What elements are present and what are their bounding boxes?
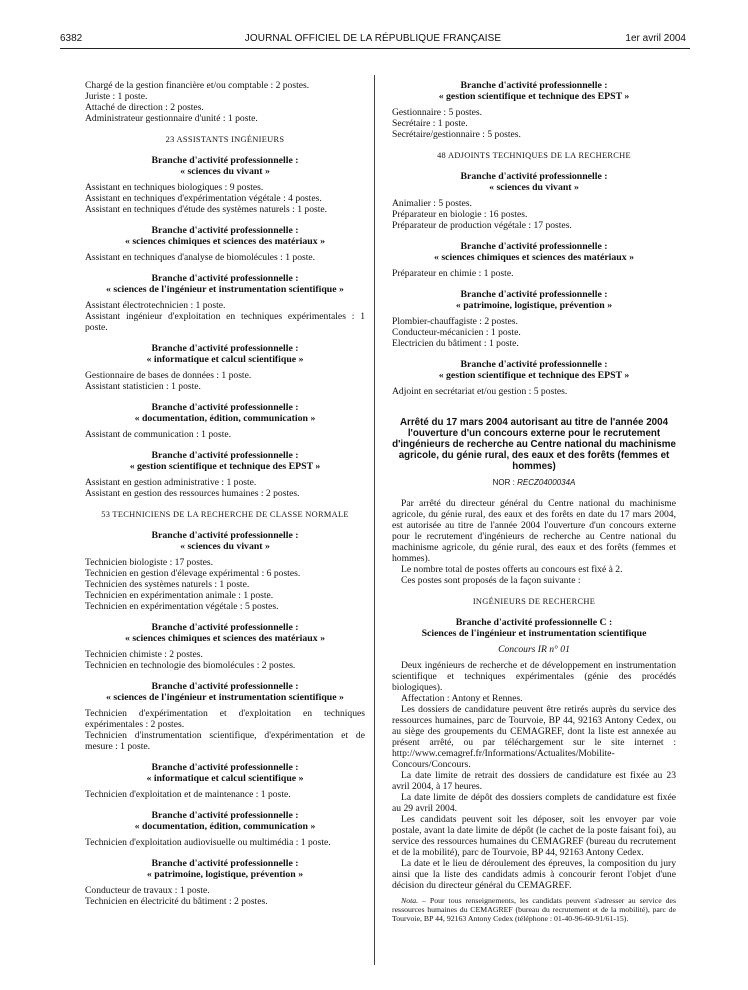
branch-subtitle: « sciences du vivant » [180,166,270,177]
post-line: Electricien du bâtiment : 1 poste. [392,338,519,349]
branch-title: Branche d'activité professionnelle : [460,359,608,370]
branch-subtitle: « sciences chimiques et sciences des matériaux » [434,252,634,263]
branch-title: Branche d'activité professionnelle : [151,762,299,773]
post-line: Assistant en gestion des ressources humaines : 2 postes. [85,488,300,499]
post-line: Technicien chimiste : 2 postes. [85,649,203,660]
branch-title: Branche d'activité professionnelle : [151,450,299,461]
branch-subtitle: « documentation, édition, communication » [134,821,316,832]
post-line: Adjoint en secrétariat et/ou gestion : 5 postes. [392,386,568,397]
post-line: Préparateur en chimie : 1 poste. [392,268,514,279]
post-line: Préparateur de production végétale : 17 postes. [392,220,572,231]
nor-reference [392,477,676,488]
post-line: Assistant statisticien : 1 poste. [85,381,201,392]
issue-date: 1er avril 2004 [625,33,686,44]
branch-subtitle: « sciences du vivant » [489,182,579,193]
branch-title: Branche d'activité professionnelle : [151,858,299,869]
post-line: Technicien biologiste : 17 postes. [85,557,214,568]
branch-subtitle: « gestion scientifique et technique des EPST » [129,461,321,472]
post-line: Technicien en gestion d'élevage expérimental : 6 postes. [85,568,301,579]
post-line: Assistant en techniques d'expérimentation végétale : 4 postes. [85,193,322,204]
post-line: Administrateur gestionnaire d'unité : 1 poste. [85,113,258,124]
branch-title: Branche d'activité professionnelle : [151,225,299,236]
post-line: Gestionnaire de bases de données : 1 poste. [85,370,252,381]
branch-subtitle: « sciences chimiques et sciences des matériaux » [125,633,325,644]
nor-label: NOR : [492,478,515,487]
post-line: Assistant en gestion administrative : 1 poste. [85,477,257,488]
decree-title: Arrêté du 17 mars 2004 autorisant au titre de l'année 2004 l'ouverture d'un concours externe pour le recrutement d'ingénieurs de recherche au Centre national du machinisme agricole, du génie rural, des eaux et des forêts (femmes et hommes) [392,417,676,472]
post-line: Assistant en techniques d'étude des systèmes naturels : 1 poste. [85,204,328,215]
branch-title: Branche d'activité professionnelle : [151,273,299,284]
branch-title: Branche d'activité professionnelle : [460,289,608,300]
branch-subtitle: « sciences de l'ingénieur et instrumentation scientifique » [106,692,344,703]
post-line: Technicien en électricité du bâtiment : 2 postes. [85,896,268,907]
post-line: Conducteur-mécanicien : 1 poste. [392,327,521,338]
post-line: Chargé de la gestion financière et/ou comptable : 2 postes. [85,80,310,91]
nota-note [392,896,676,923]
branch-subtitle: « patrimoine, logistique, prévention » [455,300,613,311]
post-line: Secrétaire/gestionnaire : 5 postes. [392,129,521,140]
post-line: Attaché de direction : 2 postes. [85,102,204,113]
branch-title: Branche d'activité professionnelle : [151,681,299,692]
post-line: Secrétaire : 1 poste. [392,118,468,129]
post-line: Technicien en expérimentation végétale : 5 postes. [85,601,279,612]
post-line: Assistant ingénieur d'exploitation en techniques expérimentales : 1 poste. [85,311,365,333]
category-heading: 23 ASSISTANTS INGÉNIEURS [165,135,285,144]
post-line: Technicien d'expérimentation et d'exploitation en techniques expérimentales : 2 postes. [85,708,365,730]
branch-title: Branche d'activité professionnelle : [151,402,299,413]
branch-subtitle: « sciences de l'ingénieur et instrumentation scientifique » [106,284,344,295]
nota-label: Nota. [401,896,419,905]
journal-title: JOURNAL OFFICIEL DE LA RÉPUBLIQUE FRANÇAISE [244,33,502,44]
post-line: Gestionnaire : 5 postes. [392,107,483,118]
branch-subtitle: Sciences de l'ingénieur et instrumentation scientifique [421,628,647,639]
left-column [85,80,365,907]
branch-subtitle: « gestion scientifique et technique des EPST » [438,91,630,102]
post-line: Plombier-chauffagiste : 2 postes. [392,316,518,327]
branch-title: Branche d'activité professionnelle : [151,155,299,166]
category-heading: 48 ADJOINTS TECHNIQUES DE LA RECHERCHE [437,151,631,160]
branch-title: Branche d'activité professionnelle : [151,810,299,821]
post-line: Animalier : 5 postes. [392,198,472,209]
body-paragraph: Les candidats peuvent soit les déposer, soit les envoyer par voie postale, avant la date limite de dépôt (le cachet de la poste faisant foi), au service des ressources humaines du CEMAGREF (bureau du recrutement et de la mobilité), parc de Tourvoie, BP 44, 92163 Antony Cedex. [392,814,676,858]
post-line: Technicien d'exploitation audiovisuelle ou multimédia : 1 poste. [85,837,331,848]
branch-title: Branche d'activité professionnelle : [460,171,608,182]
post-line: Conducteur de travaux : 1 poste. [85,885,210,896]
post-line: Technicien des systèmes naturels : 1 poste. [85,579,250,590]
post-line: Assistant en techniques biologiques : 9 postes. [85,182,264,193]
right-column [392,80,676,923]
category-heading: INGÉNIEURS DE RECHERCHE [472,597,596,606]
body-paragraph: Affectation : Antony et Rennes. [401,693,523,704]
branch-title: Branche d'activité professionnelle C : [455,617,613,628]
nota-text: – Pour tous renseignements, les candidats peuvent s'adresser au service des ressources humaines du CEMAGREF (bureau du recrutement et de la mobilité), parc de Tourvoie, BP 44, 92163 Antony Cedex (téléphone : 01-40-96-60-91/61-15). [392,896,676,923]
post-line: Technicien en technologie des biomolécules : 2 postes. [85,660,296,671]
branch-title: Branche d'activité professionnelle : [151,530,299,541]
post-line: Technicien d'exploitation et de maintenance : 1 poste. [85,789,291,800]
post-line: Technicien en expérimentation animale : 1 poste. [85,590,274,601]
body-paragraph: Le nombre total de postes offerts au concours est fixé à 2. [401,564,623,575]
branch-subtitle: « patrimoine, logistique, prévention » [146,869,304,880]
category-heading: 53 TECHNICIENS DE LA RECHERCHE DE CLASSE NORMALE [101,510,349,519]
body-paragraph: La date limite de retrait des dossiers de candidature est fixée au 23 avril 2004, à 17 heures. [392,770,676,792]
branch-subtitle: « gestion scientifique et technique des EPST » [438,370,630,381]
branch-title: Branche d'activité professionnelle : [460,241,608,252]
branch-title: Branche d'activité professionnelle : [151,622,299,633]
branch-subtitle: « sciences du vivant » [180,541,270,552]
post-line: Assistant de communication : 1 poste. [85,429,232,440]
branch-title: Branche d'activité professionnelle : [460,80,608,91]
nor-code: RECZ0400034A [517,478,576,487]
branch-subtitle: « documentation, édition, communication » [134,413,316,424]
post-line: Technicien d'instrumentation scientifique, d'expérimentation et de mesure : 1 poste. [85,730,365,752]
body-paragraph: Les dossiers de candidature peuvent être retirés auprès du service des ressources humaines, parc de Tourvoie, BP 44, 92163 Antony Cedex, ou au siège des groupements du CEMAGREF, dont la liste est annexée au présent arrêté, ou par téléchargement sur le site internet : http://www.cemagref.fr/Informations/Actualites/Mobilite-Concours/Concours. [392,704,676,770]
branch-title: Branche d'activité professionnelle : [151,343,299,354]
post-line: Préparateur en biologie : 16 postes. [392,209,528,220]
page-number: 6382 [60,33,83,44]
branch-subtitle: « informatique et calcul scientifique » [146,773,304,784]
body-paragraph: La date limite de dépôt des dossiers complets de candidature est fixée au 29 avril 2004. [392,792,676,814]
body-paragraph: Par arrêté du directeur général du Centre national du machinisme agricole, du génie rural, des eaux et des forêts en date du 17 mars 2004, est autorisée au titre de l'année 2004 l'ouverture d'un concours externe pour le recrutement d'ingénieurs de recherche au Centre national du machinisme agricole, du génie rural, des eaux et des forêts (femmes et hommes). [392,498,676,564]
body-paragraph: Deux ingénieurs de recherche et de développement en instrumentation scientifique et techniques expérimentales (génie des procédés biologiques). [392,660,676,693]
post-line: Juriste : 1 poste. [85,91,148,102]
branch-subtitle: « informatique et calcul scientifique » [146,354,304,365]
body-paragraph: Ces postes sont proposés de la façon suivante : [401,575,581,586]
page-header [60,33,686,47]
column-divider [374,75,375,965]
header-rule [60,48,690,49]
concours-heading: Concours IR n° 01 [498,644,570,655]
post-line: Assistant électrotechnicien : 1 poste. [85,300,226,311]
post-line: Assistant en techniques d'analyse de biomolécules : 1 poste. [85,252,316,263]
body-paragraph: La date et le lieu de déroulement des épreuves, la composition du jury ainsi que la liste des candidats admis à concourir feront l'objet d'une décision du directeur général du CEMAGREF. [392,858,676,891]
branch-subtitle: « sciences chimiques et sciences des matériaux » [125,236,325,247]
